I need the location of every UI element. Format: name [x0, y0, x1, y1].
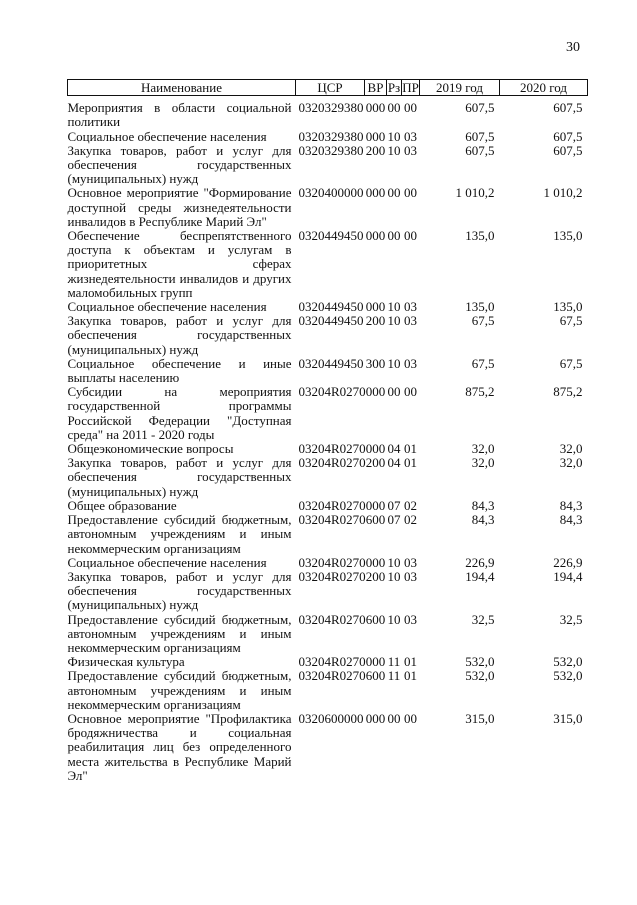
row-pr: 02	[404, 497, 417, 513]
row-vr: 600	[365, 512, 386, 528]
row-value-2020: 1 010,2	[543, 185, 583, 201]
row-value-2019: 315,0	[465, 710, 495, 726]
row-name: Предоставление субсидий бюджетным, автономным учреждениям и иным некоммерческим организациям	[67, 512, 292, 556]
header-rz: Рз	[387, 80, 401, 95]
row-value-2020: 32,5	[559, 611, 583, 627]
row-vr: 000	[365, 299, 386, 315]
table-row	[68, 96, 588, 130]
row-pr: 03	[404, 299, 417, 315]
row-vr: 000	[365, 228, 386, 244]
row-pr: 01	[404, 668, 417, 684]
row-rz: 10	[387, 554, 401, 570]
row-value-2019: 1 010,2	[455, 185, 495, 201]
row-vr: 200	[365, 568, 386, 584]
row-pr: 03	[404, 611, 417, 627]
row-vr: 300	[365, 355, 386, 371]
row-value-2019: 532,0	[465, 668, 495, 684]
row-name: Социальное обеспечение населения	[67, 299, 267, 315]
row-pr: 00	[404, 384, 417, 400]
row-name: Мероприятия в области социальной политики	[67, 100, 292, 130]
row-name: Предоставление субсидий бюджетным, автономным учреждениям и иным некоммерческим организациям	[67, 611, 292, 655]
row-pr: 03	[404, 355, 417, 371]
row-pr: 03	[404, 568, 417, 584]
row-vr: 600	[365, 668, 386, 684]
row-name: Закупка товаров, работ и услуг для обеспечения государственных (муниципальных) нужд	[67, 313, 292, 357]
row-value-2020: 32,0	[559, 455, 583, 471]
row-vr: 000	[365, 128, 386, 144]
table-row	[68, 556, 588, 570]
row-pr: 02	[404, 512, 417, 528]
row-rz: 00	[387, 185, 401, 201]
row-vr: 000	[365, 654, 386, 670]
row-value-2019: 607,5	[465, 128, 495, 144]
row-pr: 01	[404, 654, 417, 670]
row-value-2020: 226,9	[553, 554, 583, 570]
row-csr: 03204R0270	[298, 668, 366, 684]
header-pr: ПР	[402, 80, 419, 95]
row-rz: 00	[387, 710, 401, 726]
row-vr: 000	[365, 100, 386, 116]
row-name: Общее образование	[67, 497, 177, 513]
row-value-2019: 607,5	[465, 142, 495, 158]
row-vr: 200	[365, 313, 386, 329]
row-rz: 00	[387, 228, 401, 244]
row-csr: 03204R0270	[298, 512, 366, 528]
row-csr: 0320449450	[298, 313, 364, 329]
row-vr: 200	[365, 142, 386, 158]
row-value-2019: 84,3	[471, 512, 495, 528]
row-vr: 000	[365, 554, 386, 570]
row-csr: 03204R0270	[298, 554, 366, 570]
table-row	[68, 229, 588, 300]
row-csr: 0320329380	[298, 100, 364, 116]
row-value-2019: 135,0	[465, 299, 495, 315]
row-pr: 03	[404, 142, 417, 158]
row-value-2019: 32,0	[471, 455, 495, 471]
row-rz: 10	[387, 355, 401, 371]
header-vr: ВР	[365, 80, 387, 96]
table-row	[68, 669, 588, 712]
row-csr: 0320449450	[298, 355, 364, 371]
row-value-2020: 32,0	[559, 441, 583, 457]
table-header	[68, 80, 588, 96]
row-name: Закупка товаров, работ и услуг для обеспечения государственных (муниципальных) нужд	[67, 455, 292, 499]
row-pr: 00	[404, 100, 417, 116]
row-vr: 000	[365, 384, 386, 400]
row-rz: 07	[387, 497, 401, 513]
row-value-2020: 84,3	[559, 512, 583, 528]
table-row	[68, 513, 588, 556]
row-name: Закупка товаров, работ и услуг для обеспечения государственных (муниципальных) нужд	[67, 142, 292, 187]
row-pr: 01	[404, 441, 417, 457]
row-csr: 03204R0270	[298, 384, 366, 400]
row-csr: 0320400000	[298, 185, 364, 201]
table-row	[68, 314, 588, 357]
row-value-2019: 135,0	[465, 228, 495, 244]
page-number: 30	[566, 40, 580, 55]
row-value-2020: 875,2	[553, 384, 583, 400]
row-value-2020: 84,3	[559, 497, 583, 513]
row-value-2019: 32,5	[471, 611, 495, 627]
row-rz: 11	[387, 654, 401, 670]
row-name: Социальное обеспечение и иные выплаты населению	[67, 355, 292, 386]
row-csr: 0320329380	[298, 142, 364, 158]
row-value-2019: 84,3	[471, 497, 495, 513]
table-row	[68, 499, 588, 513]
row-value-2020: 532,0	[553, 668, 583, 684]
row-csr: 0320449450	[298, 299, 364, 315]
row-rz: 10	[387, 611, 401, 627]
row-pr: 00	[404, 185, 417, 201]
table-row	[68, 613, 588, 656]
row-csr: 03204R0270	[298, 497, 366, 513]
row-value-2020: 315,0	[553, 710, 583, 726]
row-name: Основное мероприятие "Формирование доступной среды жизнедеятельности инвалидов в Республике Марий Эл"	[67, 185, 292, 229]
row-vr: 600	[365, 611, 386, 627]
row-csr: 03204R0270	[298, 654, 366, 670]
row-value-2020: 532,0	[553, 654, 583, 670]
row-name: Обеспечение беспрепятственного доступа к объектам и услугам в приоритетных сферах жизнедеятельности инвалидов и других маломобильных групп	[67, 228, 292, 300]
row-pr: 03	[404, 128, 417, 144]
table-row	[68, 130, 588, 144]
row-value-2020: 135,0	[553, 299, 583, 315]
row-csr: 0320600000	[298, 710, 364, 726]
row-value-2019: 67,5	[471, 355, 495, 371]
table-row	[68, 456, 588, 499]
row-value-2020: 607,5	[553, 128, 583, 144]
row-vr: 200	[365, 455, 386, 471]
table-row	[68, 655, 588, 669]
row-vr: 000	[365, 441, 386, 457]
table-row	[68, 300, 588, 314]
row-value-2019: 194,4	[465, 568, 495, 584]
row-vr: 000	[365, 710, 386, 726]
row-value-2019: 532,0	[465, 654, 495, 670]
row-value-2020: 194,4	[553, 568, 583, 584]
row-rz: 00	[387, 100, 401, 116]
row-value-2019: 875,2	[465, 384, 495, 400]
header-2019: 2019 год	[420, 80, 500, 96]
row-name: Социальное обеспечение населения	[67, 554, 267, 570]
row-rz: 10	[387, 128, 401, 144]
row-pr: 00	[404, 228, 417, 244]
header-2020: 2020 год	[500, 80, 588, 96]
row-pr: 01	[404, 455, 417, 471]
budget-table	[67, 79, 588, 783]
row-csr: 03204R0270	[298, 441, 366, 457]
row-vr: 000	[365, 497, 386, 513]
row-value-2020: 607,5	[553, 142, 583, 158]
row-vr: 000	[365, 185, 386, 201]
row-value-2019: 607,5	[465, 100, 495, 116]
row-name: Социальное обеспечение населения	[67, 128, 267, 144]
table-row	[68, 144, 588, 187]
row-value-2019: 67,5	[471, 313, 495, 329]
table-row	[68, 357, 588, 385]
table-row	[68, 712, 588, 783]
row-rz: 00	[387, 384, 401, 400]
table-row	[68, 442, 588, 456]
row-rz: 10	[387, 299, 401, 315]
row-pr: 03	[404, 554, 417, 570]
row-rz: 10	[387, 142, 401, 158]
row-value-2019: 32,0	[471, 441, 495, 457]
row-name: Закупка товаров, работ и услуг для обеспечения государственных (муниципальных) нужд	[67, 568, 292, 613]
row-rz: 07	[387, 512, 401, 528]
header-name: Наименование	[68, 80, 296, 96]
row-value-2019: 226,9	[465, 554, 495, 570]
row-pr: 03	[404, 313, 417, 329]
row-name: Общеэкономические вопросы	[67, 441, 234, 457]
row-rz: 10	[387, 568, 401, 584]
table-row	[68, 570, 588, 613]
row-value-2020: 67,5	[559, 313, 583, 329]
table-row	[68, 186, 588, 229]
row-rz: 04	[387, 441, 401, 457]
row-rz: 11	[387, 668, 401, 684]
row-csr: 03204R0270	[298, 611, 366, 627]
row-rz: 04	[387, 455, 401, 471]
row-name: Основное мероприятие "Профилактика бродяжничества и социальная реабилитация лиц без определенного места жительства в Республике Марий Эл"	[67, 710, 292, 783]
table-row	[68, 385, 588, 442]
row-value-2020: 67,5	[559, 355, 583, 371]
row-csr: 03204R0270	[298, 455, 366, 471]
row-name: Предоставление субсидий бюджетным, автономным учреждениям и иным некоммерческим организациям	[67, 668, 292, 712]
row-rz: 10	[387, 313, 401, 329]
header-csr: ЦСР	[296, 80, 365, 96]
row-value-2020: 135,0	[553, 228, 583, 244]
row-csr: 0320449450	[298, 228, 364, 244]
row-csr: 03204R0270	[298, 568, 366, 584]
table-body	[68, 96, 588, 783]
row-pr: 00	[404, 710, 417, 726]
row-name: Физическая культура	[67, 654, 185, 670]
row-csr: 0320329380	[298, 128, 364, 144]
row-name: Субсидии на мероприятия государственной программы Российской Федерации "Доступная среда" на 2011 - 2020 годы	[67, 384, 292, 442]
row-value-2020: 607,5	[553, 100, 583, 116]
